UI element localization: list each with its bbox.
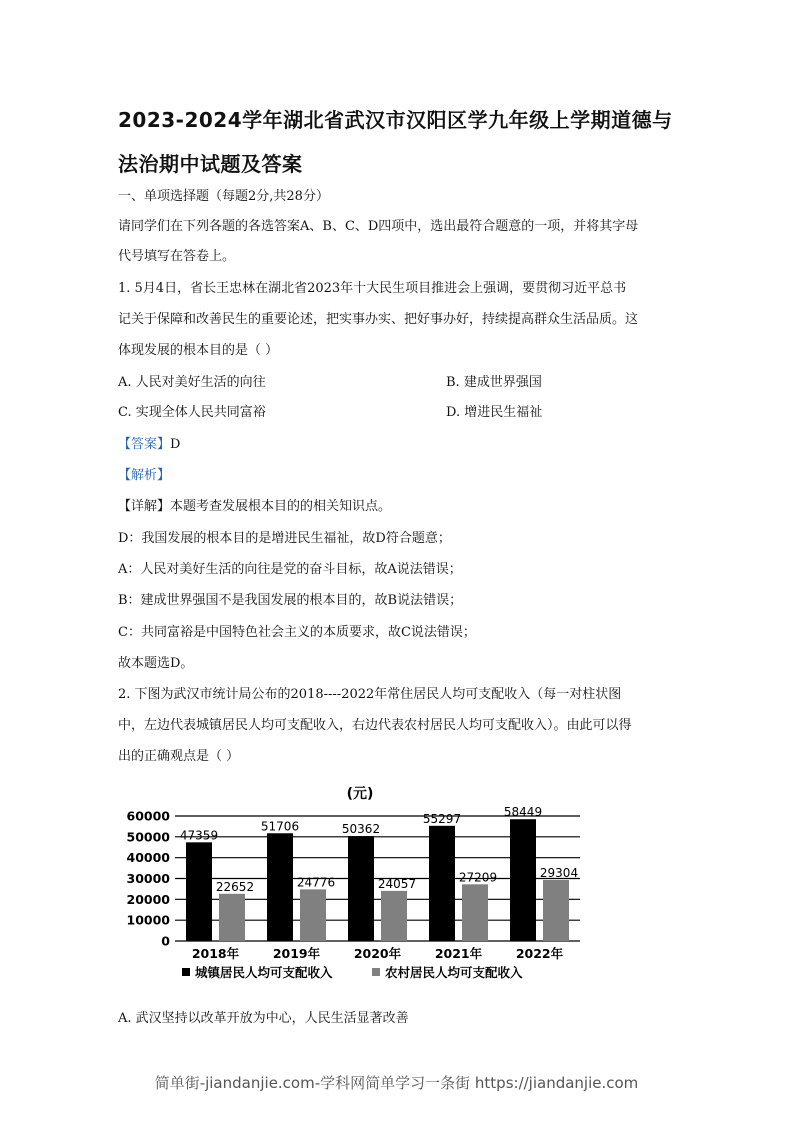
data-label: 55297: [422, 811, 462, 826]
detail-tag: 【详解】: [118, 499, 171, 514]
analysis-tag: 【解析】: [118, 468, 171, 483]
detail-text: 本题考查发展根本目的的相关知识点。: [170, 499, 392, 514]
legend-swatch: [182, 968, 190, 976]
data-label: 58449: [503, 805, 543, 820]
bar-rural: [381, 891, 407, 941]
q1-option-d: D. 增进民生福祉: [446, 405, 543, 420]
y-tick-label: 0: [161, 933, 170, 949]
x-tick-label: 2019年: [272, 946, 321, 961]
answer-tag: 【答案】: [118, 437, 171, 452]
x-tick-label: 2018年: [191, 946, 240, 961]
chart-title: (元): [346, 786, 374, 802]
y-tick-label: 20000: [126, 891, 170, 907]
document-title: 2023-2024学年湖北省武汉市汉阳区学九年级上学期道德与法治期中试题及答案: [118, 108, 673, 176]
instruction-line-1: 请同学们在下列各题的各选答案A、B、C、D四项中，选出最符合题意的一项，并将其字母: [118, 219, 639, 234]
q1-option-a: A. 人民对美好生活的向往: [118, 375, 266, 390]
x-tick-label: 2021年: [434, 946, 483, 961]
y-tick-label: 60000: [126, 808, 170, 824]
explanation-line: B：建成世界强国不是我国发展的根本目的，故B说法错误；: [118, 593, 463, 608]
y-tick-label: 50000: [126, 829, 170, 845]
q1-option-c: C. 实现全体人民共同富裕: [118, 405, 266, 420]
question-1-line-1: 1. 5月4日，省长王忠林在湖北省2023年十大民生项目推进会上强调，要贯彻习近平总书: [118, 281, 627, 296]
data-label: 24057: [377, 876, 417, 891]
y-tick-label: 30000: [126, 871, 170, 886]
legend-label: 城镇居民人均可支配收入: [195, 965, 333, 980]
x-tick-label: 2022年: [515, 946, 564, 961]
question-2-line-1: 2. 下图为武汉市统计局公布的2018----2022年常住居民人均可支配收入（每一对柱状图: [118, 687, 622, 702]
data-label: 51706: [260, 819, 300, 834]
question-2-line-2: 中，左边代表城镇居民人均可支配收入，右边代表农村居民人均可支配收入）。由此可以得: [118, 718, 632, 733]
bar-rural: [462, 884, 488, 941]
y-tick-label: 40000: [126, 850, 170, 866]
data-label: 24776: [296, 875, 336, 890]
x-tick-label: 2020年: [353, 946, 402, 961]
data-label: 27209: [458, 870, 498, 885]
question-1-line-2: 记关于保障和改善民生的重要论述，把实事办实、把好事办好，持续提高群众生活品质。这: [118, 312, 639, 327]
bar-urban: [348, 836, 374, 941]
bar-rural: [219, 894, 245, 941]
bar-urban: [186, 842, 212, 941]
explanation-line: C：共同富裕是中国特色社会主义的本质要求，故C说法错误；: [118, 625, 476, 640]
data-label: 22652: [215, 879, 255, 894]
legend-label: 农村居民人均可支配收入: [385, 965, 523, 980]
legend-swatch: [372, 968, 380, 976]
bar-urban: [267, 833, 293, 941]
data-label: 47359: [179, 828, 219, 843]
data-label: 29304: [539, 865, 579, 880]
section-heading: 一、单项选择题（每题2分,共28分）: [118, 189, 329, 204]
explanation-line: D：我国发展的根本目的是增进民生福祉，故D符合题意；: [118, 531, 451, 546]
explanation-line: 故本题选D。: [118, 656, 194, 671]
explanation-line: A：人民对美好生活的向往是党的奋斗目标，故A说法错误；: [118, 562, 462, 577]
instruction-line-2: 代号填写在答卷上。: [118, 249, 236, 264]
q2-option-a: A. 武汉坚持以改革开放为中心，人民生活显著改善: [118, 1011, 409, 1026]
q1-option-b: B. 建成世界强国: [446, 375, 542, 390]
answer-value: D: [170, 437, 181, 452]
question-1-line-3: 体现发展的根本目的是（ ）: [118, 343, 279, 358]
bar-rural: [300, 889, 326, 941]
data-label: 50362: [341, 822, 381, 837]
y-tick-label: 10000: [126, 912, 170, 928]
bar-urban: [429, 826, 455, 941]
question-2-line-3: 出的正确观点是（ ）: [118, 749, 240, 764]
bar-urban: [510, 819, 536, 941]
footer-watermark: 简单街-jiandanjie.com-学科网简单学习一条街 https://jiandanjie.com: [154, 1074, 639, 1092]
bar-rural: [543, 880, 569, 941]
